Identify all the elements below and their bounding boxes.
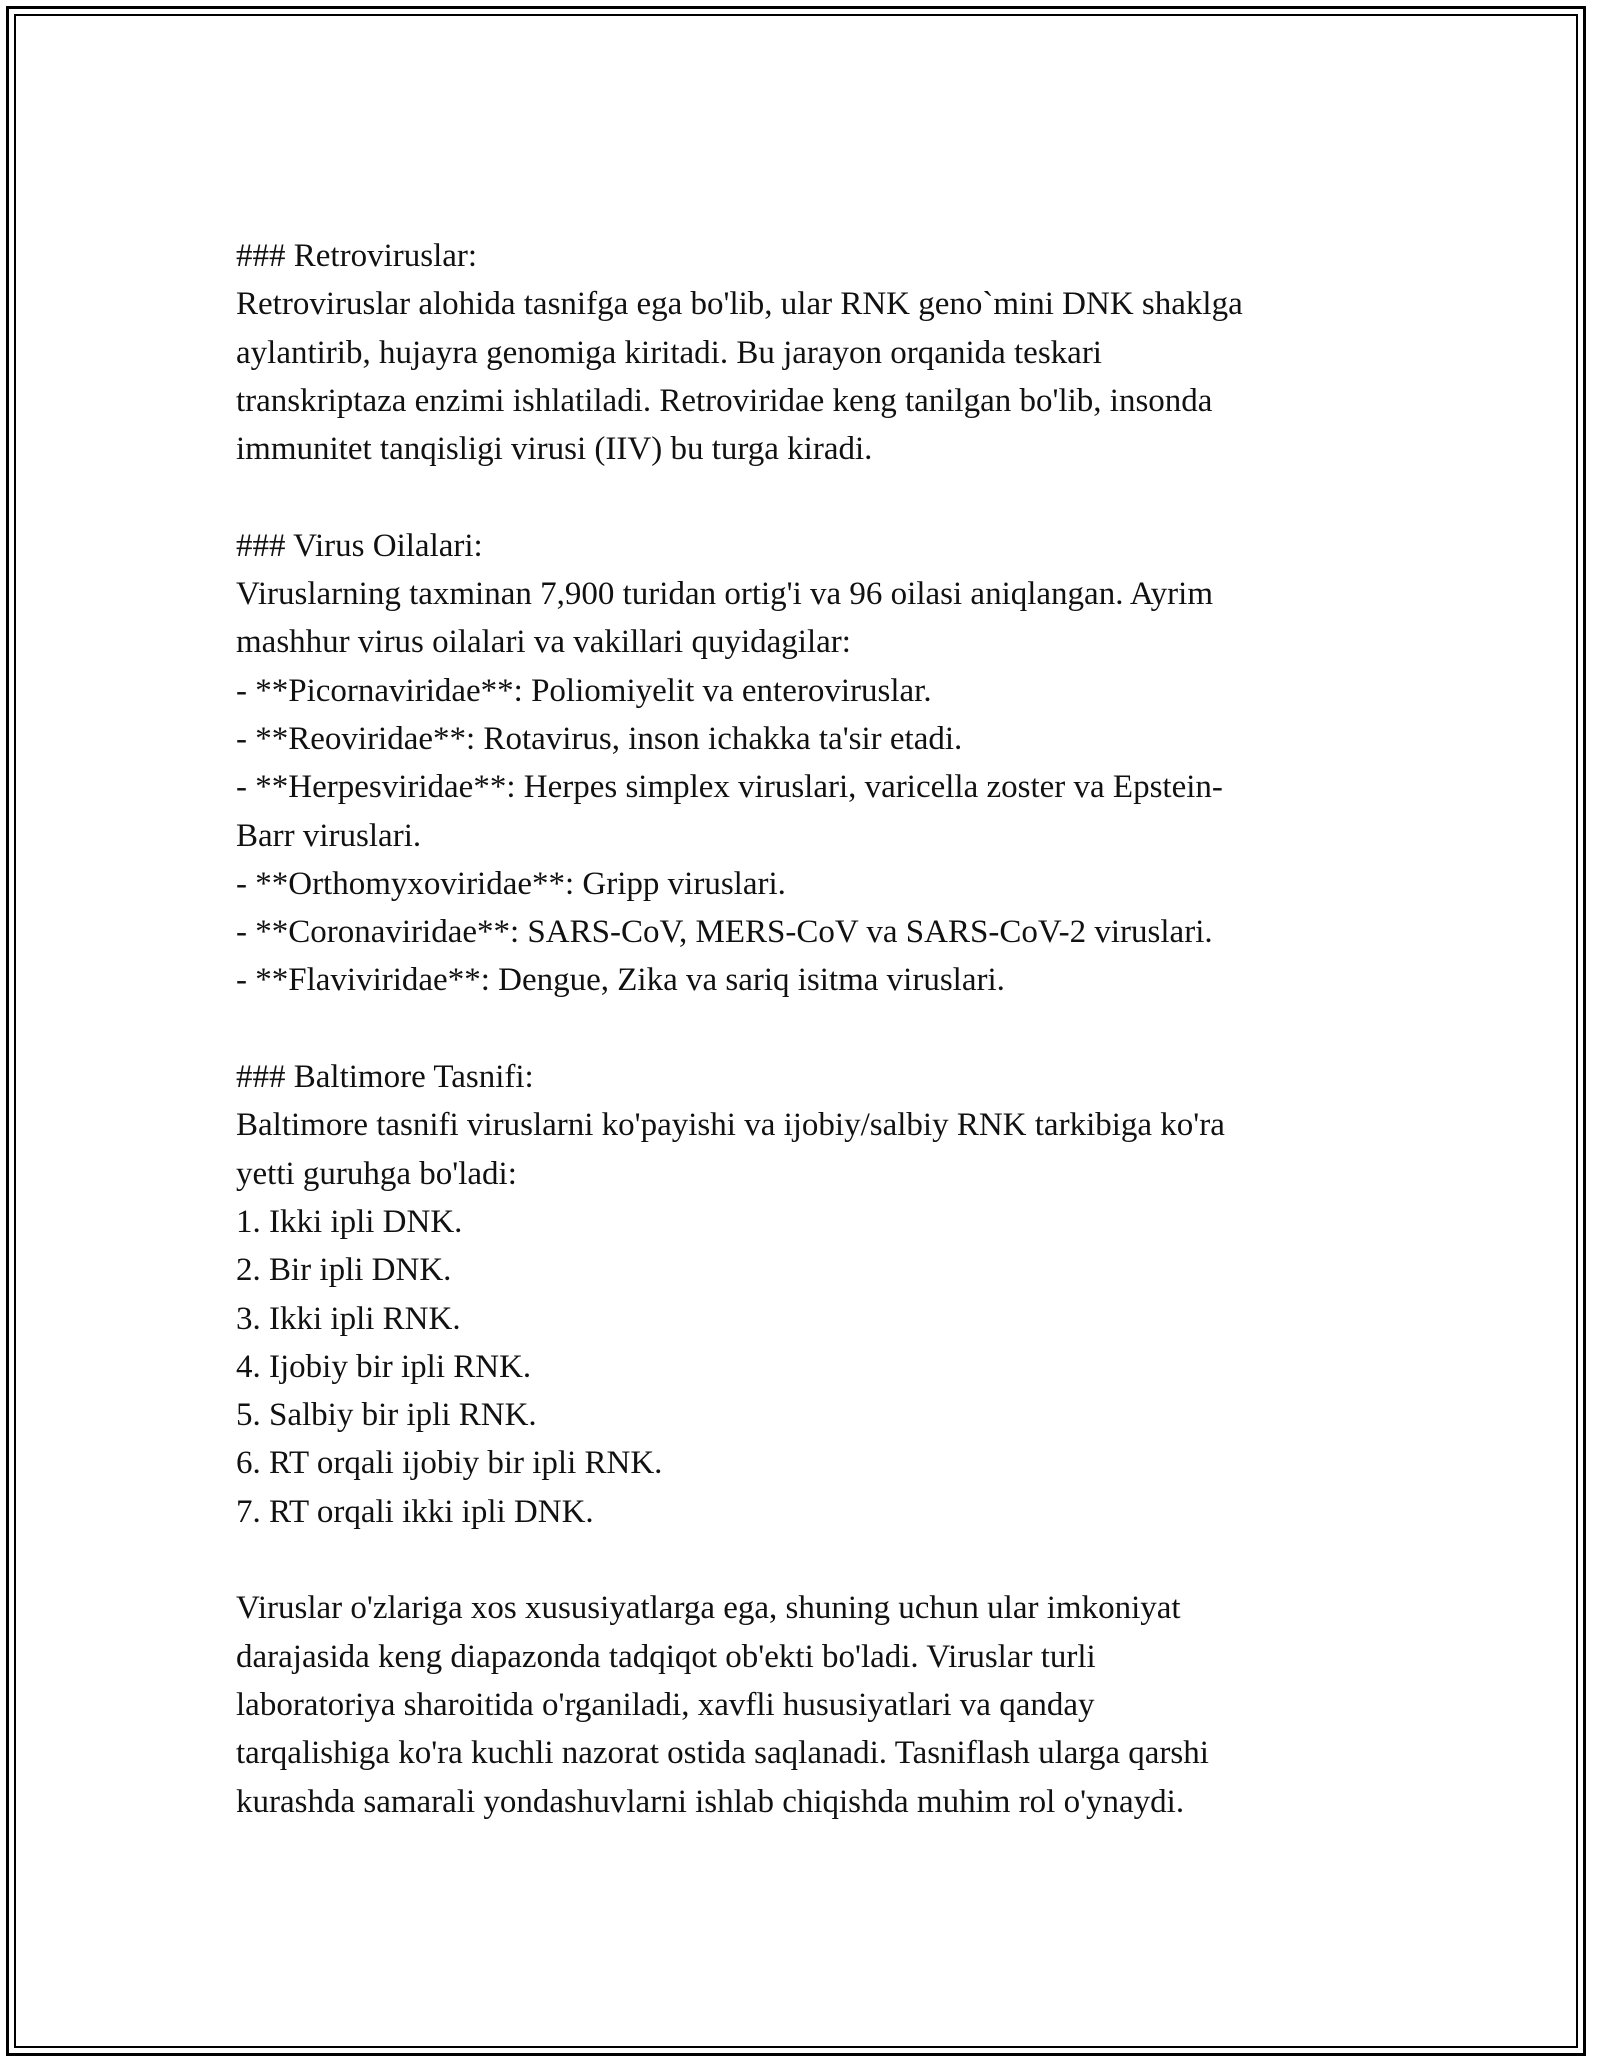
section-baltimore-tasnifi (236, 1053, 1376, 1536)
paragraph-line: Viruslar o'zlariga xos xususiyatlarga ega, shuning uchun ular imkoniyat (236, 1590, 1181, 1627)
paragraph-line: kurashda samarali yondashuvlarni ishlab chiqishda muhim rol o'ynaydi. (236, 1783, 1185, 1820)
list-item: 5. Salbiy bir ipli RNK. (236, 1397, 537, 1434)
paragraph-line: immunitet tanqisligi virusi (IIV) bu turga kiradi. (236, 431, 873, 468)
paragraph-line: mashhur virus oilalari va vakillari quyidagilar: (236, 624, 851, 661)
section-heading: ### Baltimore Tasnifi: (236, 1059, 534, 1096)
list-item: - **Reoviridae**: Rotavirus, inson ichakka ta'sir etadi. (236, 720, 963, 757)
paragraph-line: aylantirib, hujayra genomiga kiritadi. Bu jarayon orqanida teskari (236, 334, 1102, 371)
section-conclusion (236, 1584, 1376, 1825)
paragraph-line: tarqalishiga ko'ra kuchli nazorat ostida saqlanadi. Tasniflash ularga qarshi (236, 1735, 1209, 1772)
paragraph-line: transkriptaza enzimi ishlatiladi. Retroviridae keng tanilgan bo'lib, insonda (236, 382, 1213, 419)
list-item: - **Orthomyxoviridae**: Gripp viruslari. (236, 865, 786, 902)
list-item: - **Picornaviridae**: Poliomiyelit va enteroviruslar. (236, 672, 932, 709)
paragraph-line: darajasida keng diapazonda tadqiqot ob'ekti bo'ladi. Viruslar turli (236, 1638, 1096, 1675)
list-item: 3. Ikki ipli RNK. (236, 1300, 461, 1337)
list-item: - **Herpesviridae**: Herpes simplex viruslari, varicella zoster va Epstein- (236, 769, 1223, 806)
paragraph-line: Viruslarning taxminan 7,900 turidan ortig'i va 96 oilasi aniqlangan. Ayrim (236, 576, 1214, 613)
section-virus-oilalari (236, 522, 1376, 1005)
list-item: - **Coronaviridae**: SARS-CoV, MERS-CoV va SARS-CoV-2 viruslari. (236, 914, 1213, 951)
list-item: 1. Ikki ipli DNK. (236, 1203, 463, 1240)
list-item: 2. Bir ipli DNK. (236, 1252, 452, 1289)
list-item: 4. Ijobiy bir ipli RNK. (236, 1348, 532, 1385)
list-item: Barr viruslari. (236, 817, 422, 854)
paragraph-line: yetti guruhga bo'ladi: (236, 1155, 517, 1192)
section-retroviruslar (236, 232, 1376, 473)
list-item: - **Flaviviridae**: Dengue, Zika va sariq isitma viruslari. (236, 962, 1005, 999)
paragraph-line: Baltimore tasnifi viruslarni ko'payishi va ijobiy/salbiy RNK tarkibiga ko'ra (236, 1107, 1225, 1144)
section-heading: ### Retroviruslar: (236, 238, 478, 274)
document-body (236, 232, 1376, 1874)
paragraph-line: laboratoriya sharoitida o'rganiladi, xavfli hususiyatlari va qanday (236, 1686, 1095, 1723)
list-item: 7. RT orqali ikki ipli DNK. (236, 1493, 594, 1530)
section-heading: ### Virus Oilalari: (236, 527, 483, 564)
paragraph-line: Retroviruslar alohida tasnifga ega bo'lib, ular RNK geno`mini DNK shaklga (236, 286, 1243, 323)
list-item: 6. RT orqali ijobiy bir ipli RNK. (236, 1445, 663, 1482)
